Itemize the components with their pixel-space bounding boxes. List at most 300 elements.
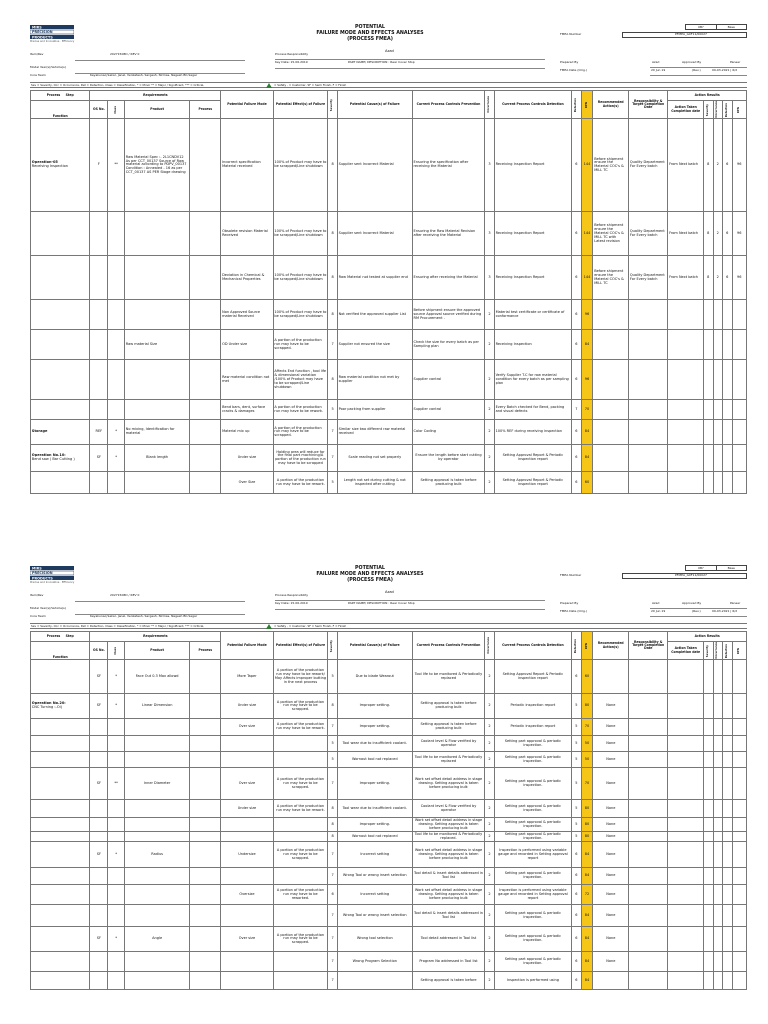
model-year-label: Model Year(s)/Vehicle(s) <box>30 606 66 610</box>
action-taken-cell <box>668 885 704 905</box>
cause-cell: Tool wear due to insufficient coolant. <box>337 800 412 818</box>
document-title: POTENTIAL FAILURE MODE AND EFFECTS ANALYSES (PROCESS FMEA) <box>316 566 424 583</box>
prepared-by-label: Prepared By <box>560 60 579 64</box>
table-row <box>31 972 747 990</box>
prevention-cell: Work set offset detail address in stage drawing. Setting approval is taken before producing bulk <box>412 818 485 832</box>
prevention-cell: Coolant level & Flow verified by operator <box>412 736 485 752</box>
process-cell <box>190 927 221 952</box>
rpn-cell: 50 <box>581 752 593 768</box>
responsibility-cell <box>629 885 668 905</box>
recommended-action-cell <box>593 972 629 990</box>
new-rpn-cell <box>732 300 746 330</box>
rpn-cell: 70 <box>581 768 593 800</box>
rpn-cell: 84 <box>581 952 593 972</box>
item-label: Item/Rev <box>30 52 44 56</box>
new-detection-cell <box>723 952 733 972</box>
effect-cell: A portion of the production run may have to be scrapped. <box>273 694 328 719</box>
fmea-table <box>30 631 747 990</box>
rpn-cell: 72 <box>581 885 593 905</box>
severity-cell: 7 <box>328 972 338 990</box>
new-detection-cell <box>723 694 733 719</box>
col-new-rpn: RPN <box>732 101 746 119</box>
svg-text:MIRS: MIRS <box>32 25 42 30</box>
severity-cell: 8 <box>328 694 338 719</box>
product-cell: Blank length <box>124 445 189 472</box>
detection-control-cell: Setting part approval & periodic inspection. <box>494 832 571 842</box>
new-occurrence-cell: 2 <box>713 119 723 212</box>
operation-cell: Storage <box>31 420 90 445</box>
cause-cell: Wornout tool not replaced <box>337 832 412 842</box>
severity-cell: 5 <box>328 472 338 494</box>
action-taken-cell <box>668 360 704 400</box>
os-no-cell <box>90 832 108 842</box>
new-severity-cell: 8 <box>704 119 714 212</box>
detection-cell: 5 <box>572 719 582 736</box>
legend-key-row: Sev = Severity, Occ = Occurrence, Det = Detection, Class = Classification, * = Minor ** = Major / Significant, *** = Critical, = Safety , = Customer, SF = Semi Finish, F = Finish <box>30 82 747 88</box>
effect-cell: A portion of the production run may have to be rework/ May Affects improper butting in the next process <box>273 660 328 694</box>
new-rpn-cell <box>732 868 746 885</box>
prevention-cell: Tool life to be monitored & Periodically replaced <box>412 752 485 768</box>
action-taken-cell <box>668 752 704 768</box>
rpn-cell: 60 <box>581 660 593 694</box>
col-new-detection: Detection <box>723 642 733 660</box>
process-cell <box>190 420 221 445</box>
prevention-cell: Tool detail addressed in Tool list <box>412 927 485 952</box>
effect-cell: 100% of Product may have to be scrapped/Line shutdown <box>273 300 328 330</box>
col-process: Process <box>190 642 221 660</box>
table-row <box>31 952 747 972</box>
recommended-action-cell <box>593 472 629 494</box>
os-no-cell <box>90 800 108 818</box>
table-row <box>31 400 747 420</box>
cause-cell: Wrong Tool or wrong insert selection <box>337 868 412 885</box>
process-responsibility-value: Azad <box>385 590 394 594</box>
os-no-cell <box>90 400 108 420</box>
occurrence-cell: 2 <box>485 752 495 768</box>
operation-cell: Operation-05 Receiving Inspection <box>31 119 90 212</box>
detection-control-cell: Receiving Inspection Report <box>494 119 571 212</box>
class-cell: * <box>108 660 125 694</box>
class-cell <box>108 832 125 842</box>
cause-cell: Wrong Tool or wrong insert selection <box>337 905 412 927</box>
new-rpn-cell: 96 <box>732 256 746 300</box>
os-no-cell <box>90 952 108 972</box>
cause-cell: Not verified the approved supplier List <box>337 300 412 330</box>
new-severity-cell <box>704 927 714 952</box>
class-cell <box>108 800 125 818</box>
process-cell <box>190 768 221 800</box>
new-rpn-cell <box>732 832 746 842</box>
process-cell <box>190 256 221 300</box>
os-no-cell <box>90 905 108 927</box>
class-cell <box>108 472 125 494</box>
new-detection-cell <box>723 842 733 868</box>
action-taken-cell <box>668 694 704 719</box>
prepared-by-label: Prepared By <box>560 601 579 605</box>
detection-control-cell: Setting part approval & periodic inspection. <box>494 927 571 952</box>
new-rpn-cell <box>732 719 746 736</box>
occurrence-cell: 2 <box>485 818 495 832</box>
severity-cell: 8 <box>328 212 338 256</box>
new-occurrence-cell <box>713 300 723 330</box>
new-detection-cell <box>723 818 733 832</box>
new-rpn-cell <box>732 420 746 445</box>
responsibility-cell <box>629 842 668 868</box>
new-rpn-cell <box>732 445 746 472</box>
new-occurrence-cell <box>713 420 723 445</box>
occurrence-cell: 2 <box>485 472 495 494</box>
detection-cell: 5 <box>572 736 582 752</box>
operation-cell <box>31 752 90 768</box>
col-detection-controls: Current Process Controls Detection <box>494 91 571 119</box>
effect-cell: A portion of the production run may have to be rework. <box>273 472 328 494</box>
os-no-cell: SF <box>90 768 108 800</box>
occurrence-cell: 2 <box>485 905 495 927</box>
class-cell: ** <box>108 119 125 212</box>
rpn-cell: 84 <box>581 445 593 472</box>
operation-cell <box>31 660 90 694</box>
failure-mode-cell: Material mix up <box>221 420 273 445</box>
product-cell: Raw material Size <box>124 330 189 360</box>
rpn-cell: 84 <box>581 420 593 445</box>
failure-mode-cell: Under size <box>221 800 273 818</box>
new-severity-cell <box>704 800 714 818</box>
table-row <box>31 300 747 330</box>
recommended-action-cell <box>593 660 629 694</box>
severity-cell: 5 <box>328 752 338 768</box>
new-detection-cell <box>723 330 733 360</box>
detection-cell: 6 <box>572 119 582 212</box>
new-occurrence-cell <box>713 694 723 719</box>
responsibility-cell <box>629 752 668 768</box>
severity-cell: 5 <box>328 400 338 420</box>
new-occurrence-cell <box>713 952 723 972</box>
col-recommended: Recommended Action(s) <box>593 91 629 119</box>
action-taken-cell: From Next batch <box>668 256 704 300</box>
process-cell <box>190 868 221 885</box>
product-cell <box>124 300 189 330</box>
action-taken-cell <box>668 832 704 842</box>
new-rpn-cell <box>732 400 746 420</box>
new-occurrence-cell <box>713 800 723 818</box>
failure-mode-cell: More Taper <box>221 660 273 694</box>
new-severity-cell <box>704 660 714 694</box>
cause-cell <box>337 972 412 990</box>
os-no-cell <box>90 256 108 300</box>
responsibility-cell <box>629 972 668 990</box>
failure-mode-cell: Bend bars, dent, surface cracks & damages <box>221 400 273 420</box>
cause-cell: Scale reading not set properly <box>337 445 412 472</box>
new-severity-cell <box>704 330 714 360</box>
recommended-action-cell: None <box>593 818 629 832</box>
action-taken-cell <box>668 800 704 818</box>
rpn-cell: 70 <box>581 719 593 736</box>
os-no-cell: SF <box>90 660 108 694</box>
detection-cell: 5 <box>572 752 582 768</box>
detection-control-cell: Receiving Inspection <box>494 330 571 360</box>
col-process-step: Process Step <box>31 632 90 642</box>
col-recommended: Recommended Action(s) <box>593 632 629 660</box>
product-cell <box>124 360 189 400</box>
cause-cell: Due to blade Wearout <box>337 660 412 694</box>
effect-cell: A portion of the production run may have to be scrapped. <box>273 330 328 360</box>
item-label: Item/Rev <box>30 593 44 597</box>
new-rpn-cell <box>732 360 746 400</box>
occurrence-cell: 2 <box>485 400 495 420</box>
new-rpn-cell <box>732 752 746 768</box>
product-cell <box>124 818 189 832</box>
table-row <box>31 818 747 832</box>
prevention-cell: Ensure the length before start cutting by operator <box>412 445 485 472</box>
col-occurrence: Occurrence <box>485 91 495 119</box>
col-process: Process <box>190 101 221 119</box>
severity-cell: 8 <box>328 300 338 330</box>
effect-cell <box>273 868 328 885</box>
company-logo <box>30 25 74 39</box>
responsibility-cell <box>629 360 668 400</box>
new-severity-cell <box>704 868 714 885</box>
detection-control-cell: Material test certificate or certificate of conformance <box>494 300 571 330</box>
failure-mode-cell: Under size <box>221 694 273 719</box>
detection-cell: 6 <box>572 842 582 868</box>
prepared-by-value: Azad <box>652 60 660 64</box>
process-cell <box>190 212 221 256</box>
class-cell <box>108 300 125 330</box>
svg-text:PRECISION: PRECISION <box>32 30 53 35</box>
detection-control-cell: Every Batch checked for Bend, packing and visual defects <box>494 400 571 420</box>
severity-cell: 6 <box>328 885 338 905</box>
detection-cell: 6 <box>572 952 582 972</box>
rpn-cell: 144 <box>581 212 593 256</box>
effect-cell <box>273 952 328 972</box>
table-row <box>31 800 747 818</box>
cause-cell: Improper setting. <box>337 768 412 800</box>
occurrence-cell: 2 <box>485 885 495 905</box>
detection-control-cell: 100% REF during receiving inspection <box>494 420 571 445</box>
svg-text:MIRS: MIRS <box>32 566 42 571</box>
new-severity-cell <box>704 445 714 472</box>
fmea-date-label: FMEA Date (Orig.) <box>560 68 587 72</box>
effect-cell: A portion of the production run may have to be rework. <box>273 800 328 818</box>
failure-mode-cell <box>221 972 273 990</box>
occurrence-cell: 2 <box>485 868 495 885</box>
class-cell <box>108 905 125 927</box>
class-cell: * <box>108 445 125 472</box>
col-os-no: OS No. <box>90 642 108 660</box>
detection-control-cell: Setting part approval & periodic inspection. <box>494 818 571 832</box>
severity-cell: 7 <box>328 420 338 445</box>
occurrence-cell: 2 <box>485 719 495 736</box>
rpn-cell: 84 <box>581 842 593 868</box>
detection-control-cell: Inspection is performed using variable gauge and recorded in Setting approval report <box>494 842 571 868</box>
product-cell: Radius <box>124 842 189 868</box>
table-row <box>31 885 747 905</box>
product-cell: Angle <box>124 927 189 952</box>
fmea-number-field: PFMEA_G0F11/00027 <box>622 32 747 38</box>
prevention-cell: Ensuring the Raw Material Revision after receiving the Material <box>412 212 485 256</box>
col-effects: Potential Effect(s) of Failure <box>273 91 328 119</box>
os-no-cell <box>90 736 108 752</box>
new-rpn-cell <box>732 818 746 832</box>
product-cell: No mixing, Identification for material <box>124 420 189 445</box>
recommended-action-cell: None <box>593 768 629 800</box>
new-detection-cell <box>723 885 733 905</box>
new-detection-cell <box>723 972 733 990</box>
new-severity-cell <box>704 818 714 832</box>
new-severity-cell: 8 <box>704 256 714 300</box>
table-row <box>31 752 747 768</box>
prevention-cell: Work set offset detail address in stage drawing. Setting approval is taken before producing bulk <box>412 768 485 800</box>
fmea-date-label: FMEA Date (Orig.) <box>560 609 587 613</box>
class-cell <box>108 400 125 420</box>
os-no-cell: REF <box>90 420 108 445</box>
operation-cell <box>31 400 90 420</box>
process-responsibility-label: Process Responsibility <box>275 52 309 56</box>
recommended-action-cell <box>593 400 629 420</box>
operation-cell <box>31 952 90 972</box>
effect-cell <box>273 752 328 768</box>
new-severity-cell <box>704 420 714 445</box>
col-detection: Detection <box>572 632 582 660</box>
svg-text:PRECISION: PRECISION <box>32 571 53 576</box>
process-cell <box>190 300 221 330</box>
rev-label: (Rev.) <box>692 609 701 613</box>
table-row <box>31 719 747 736</box>
cause-cell: Supplier not ensured the size <box>337 330 412 360</box>
prevention-cell: Tool life to be monitored & Periodically replaced. <box>412 832 485 842</box>
col-responsibility: Responsibility & Target Completion Date <box>629 632 668 660</box>
rpn-cell: 144 <box>581 256 593 300</box>
responsibility-cell: Quality Department For Every batch <box>629 119 668 212</box>
class-cell: * <box>108 694 125 719</box>
key-date: Key Date: 15.06.2019 <box>275 60 308 64</box>
new-detection-cell <box>723 800 733 818</box>
rpn-cell: 70 <box>581 400 593 420</box>
rpn-cell: 80 <box>581 818 593 832</box>
detection-cell: 6 <box>572 905 582 927</box>
core-team-label: Core Team <box>30 614 46 618</box>
operation-cell <box>31 360 90 400</box>
table-row <box>31 360 747 400</box>
operation-cell <box>31 212 90 256</box>
col-action-results: Action Results <box>668 632 747 642</box>
cause-cell: Poor packing from supplier <box>337 400 412 420</box>
col-process-step: Process Step <box>31 91 90 101</box>
col-product: Product <box>124 642 189 660</box>
os-no-cell: SF <box>90 445 108 472</box>
product-cell <box>124 952 189 972</box>
occurrence-cell: 2 <box>485 832 495 842</box>
detection-cell: 5 <box>572 832 582 842</box>
new-detection-cell <box>723 472 733 494</box>
detection-cell: 6 <box>572 256 582 300</box>
prevention-cell: Before shipment ensure the approved source Approval source verified during RM Procurement . <box>412 300 485 330</box>
operation-cell <box>31 330 90 360</box>
responsibility-cell <box>629 330 668 360</box>
effect-cell: 100% of Product may have to be scrapped/Line shutdown <box>273 212 328 256</box>
col-new-rpn: RPN <box>732 642 746 660</box>
os-no-cell: SF <box>90 842 108 868</box>
operation-cell <box>31 256 90 300</box>
effect-cell: A portion of the production run may have to be scrapped. <box>273 927 328 952</box>
new-severity-cell <box>704 472 714 494</box>
new-severity-cell <box>704 694 714 719</box>
logo-tagline: Precise and Innovative · Efficiency <box>30 581 75 584</box>
rpn-cell: 96 <box>581 300 593 330</box>
occurrence-cell: 2 <box>485 800 495 818</box>
approved-by-label: Approved By <box>682 60 702 64</box>
col-rpn: RPN <box>581 91 593 119</box>
rpn-cell: 80 <box>581 832 593 842</box>
detection-cell: 6 <box>572 445 582 472</box>
detection-control-cell: Setting Approval Report & Periodic inspection report <box>494 660 571 694</box>
effect-cell <box>273 818 328 832</box>
detection-cell: 5 <box>572 800 582 818</box>
detection-cell: 5 <box>572 818 582 832</box>
class-cell <box>108 256 125 300</box>
effect-cell: A portion of the production run may have to be scrapped. <box>273 420 328 445</box>
new-detection-cell: 6 <box>723 256 733 300</box>
detection-control-cell: Setting part approval & periodic inspection. <box>494 752 571 768</box>
effect-cell <box>273 832 328 842</box>
recommended-action-cell: None <box>593 752 629 768</box>
detection-cell: 5 <box>572 694 582 719</box>
product-cell <box>124 400 189 420</box>
table-row <box>31 842 747 868</box>
detection-control-cell: Receiving Inspection Report <box>494 256 571 300</box>
occurrence-cell: 2 <box>485 952 495 972</box>
recommended-action-cell <box>593 330 629 360</box>
operation-cell <box>31 927 90 952</box>
product-cell <box>124 832 189 842</box>
class-cell <box>108 972 125 990</box>
occurrence-cell: 2 <box>485 300 495 330</box>
new-severity-cell <box>704 972 714 990</box>
new-occurrence-cell <box>713 719 723 736</box>
product-cell <box>124 972 189 990</box>
process-cell <box>190 360 221 400</box>
cause-cell: Incorrect setting <box>337 885 412 905</box>
action-taken-cell <box>668 868 704 885</box>
severity-cell: 8 <box>328 818 338 832</box>
recommended-action-cell: Before shipment ensure the Material COC's & MILL TC with Latest revision <box>593 212 629 256</box>
failure-mode-cell: Deviation in Chemical & Mechanical Properties <box>221 256 273 300</box>
process-cell <box>190 832 221 842</box>
fmea-sheet-page-1 <box>30 20 747 494</box>
table-row <box>31 660 747 694</box>
os-no-cell: SF <box>90 927 108 952</box>
process-cell <box>190 719 221 736</box>
failure-mode-cell: Raw material condition not met <box>221 360 273 400</box>
detection-cell: 6 <box>572 420 582 445</box>
product-cell <box>124 885 189 905</box>
fmea-number-label: FMEA Number <box>560 32 582 36</box>
col-severity: Severity <box>328 91 338 119</box>
responsibility-cell <box>629 952 668 972</box>
process-cell <box>190 736 221 752</box>
failure-mode-cell <box>221 905 273 927</box>
severity-cell: 7 <box>328 842 338 868</box>
new-detection-cell <box>723 736 733 752</box>
recommended-action-cell <box>593 300 629 330</box>
product-cell: Face Out 0.3 Max allowd <box>124 660 189 694</box>
col-new-severity: Severity <box>704 101 714 119</box>
responsibility-cell <box>629 832 668 842</box>
table-row <box>31 927 747 952</box>
recommended-action-cell: None <box>593 927 629 952</box>
new-severity-cell <box>704 832 714 842</box>
table-row <box>31 736 747 752</box>
